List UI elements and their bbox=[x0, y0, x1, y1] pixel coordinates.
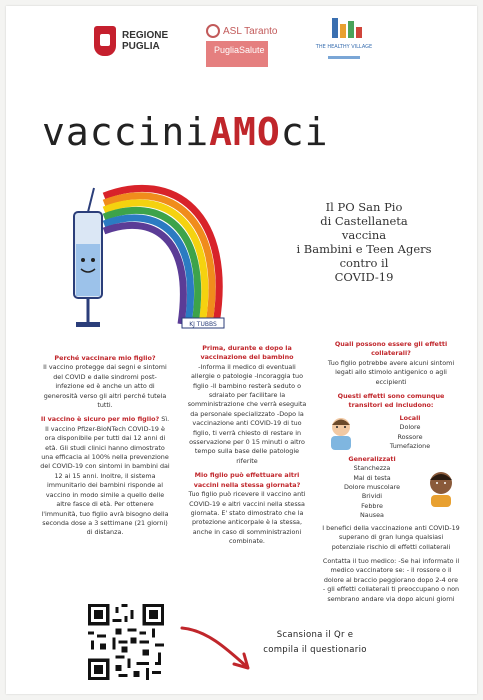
col2-paragraph-1: -Informa il medico di eventuali allergie o patologie -Incoraggia tuo figlio -Il bambino resterà seduto o sdraiato per facilitare la somministrazione che verrà eseguita da personale specializzato -Dopo la vaccinazione anti COVID-19 di tuo figlio, ti verrà chiesto di restare in osservazione per 0 15 minuti o altro tempo sulla base delle patologie riferite bbox=[187, 362, 307, 465]
column-before-during-after bbox=[186, 344, 308, 552]
col3-heading-1: Quali possono essere gli effetti collaterali? bbox=[334, 340, 448, 358]
general-effects-heading: Generalizzati bbox=[348, 454, 396, 463]
col3-paragraph-3: Contatta il tuo medico: -Se hai informato il medico vaccinatore se: - il rossore o il dolore al braccio peggiorano dopo 2-4 ore - gli effetti collaterali ti preoccupano o non sembrano andare via dopo alcuni giorni bbox=[322, 556, 460, 603]
title-part-3: ci bbox=[280, 110, 329, 154]
local-effects-heading: Locali bbox=[399, 414, 421, 423]
child-arm-icon bbox=[322, 414, 360, 452]
regione-puglia-logo bbox=[94, 26, 168, 56]
col2-paragraph-2: Tuo figlio può ricevere il vaccino anti COVID-19 e altri vaccini nella stessa giornata. E' stato dimostrato che la protezione anticorpale è la stessa, anche in caso di somministrazioni combinate. bbox=[188, 490, 306, 546]
general-effects-list: Stanchezza Mal di testa Dolore muscolare Brividi Febbre Nausea bbox=[343, 464, 401, 520]
col3-paragraph-2: I benefici della vaccinazione anti COVID-19 superano di gran lunga qualsiasi potenziale rischio di effetti collaterali bbox=[322, 523, 460, 551]
intro-text: Il PO San Pio di Castellaneta vaccina i Bambini e Teen Agers contro il COVID-19 bbox=[296, 200, 432, 284]
asl-taranto-logo bbox=[206, 24, 277, 67]
column-why-vaccinate bbox=[40, 354, 170, 543]
col2-heading-1: Prima, durante e dopo la vaccinazione del bambino bbox=[200, 344, 294, 362]
local-effects-list: Dolore Rossore Tumefazione bbox=[389, 423, 431, 451]
scan-qr-instruction: Scansiona il Qr e compila il questionario bbox=[263, 630, 367, 655]
col1-heading-1: Perché vaccinare mio figlio? bbox=[54, 354, 156, 362]
regione-puglia-text: REGIONE PUGLIA bbox=[122, 30, 169, 52]
arrow-icon bbox=[176, 620, 260, 680]
village-icon bbox=[314, 16, 374, 70]
art-label: KJ TUBBS bbox=[189, 321, 217, 328]
col3-heading-2: Questi effetti sono comunque transitori ed includono: bbox=[337, 392, 445, 410]
poster bbox=[6, 6, 477, 694]
puglia-salute-box: PugliaSalute bbox=[206, 41, 268, 67]
col1-heading-2: Il vaccino è sicuro per mio figlio? bbox=[40, 415, 160, 424]
asl-top-text: ASL Taranto bbox=[223, 25, 278, 37]
col1-paragraph-1: Il vaccino protegge dai segni e sintomi del COVID e dalle sindromi post-infezione ed è anche un atto di generosità verso gli altri perché tutela tutti. bbox=[43, 363, 167, 410]
village-text: THE HEALTHY VILLAGE bbox=[315, 44, 373, 50]
col2-heading-2: Mio figlio può effettuare altri vaccini nella stessa giornata? bbox=[193, 471, 301, 489]
col1-heading-2-answer: Sì. bbox=[161, 415, 170, 424]
col1-paragraph-2: Il vaccino Pfizer-BioNTech COVID-19 è ora disponibile per tutti dai 12 anni di età. Gli studi clinici hanno dimostrato una efficacia al 100% nella prevenzione del COVID-19 con sintomi in bambini dai 12 ai 15 anni. Inoltre, il sistema immunitario dei bambini risponde al vaccino in modo simile a quello delle altre fasce di età. Per ottenere l'immunità, tuo figlio avrà bisogno della seconda dose a 3 settimane (21 giorni) di distanza. bbox=[40, 424, 170, 537]
syringe-rainbow-illustration bbox=[64, 174, 254, 334]
column-side-effects bbox=[322, 340, 460, 609]
healthy-village-logo bbox=[314, 16, 374, 70]
title-part-2: AMO bbox=[209, 110, 281, 154]
asl-mark-icon bbox=[206, 24, 220, 38]
page-title bbox=[42, 110, 452, 154]
child-face-icon bbox=[422, 468, 460, 508]
puglia-crest-icon bbox=[94, 26, 116, 56]
qr-code[interactable] bbox=[88, 604, 164, 680]
title-part-1: vaccini bbox=[42, 110, 210, 154]
col3-paragraph-1: Tuo figlio potrebbe avere alcuni sintomi legati allo stimolo antigenico o agli eccipienti bbox=[327, 358, 455, 386]
